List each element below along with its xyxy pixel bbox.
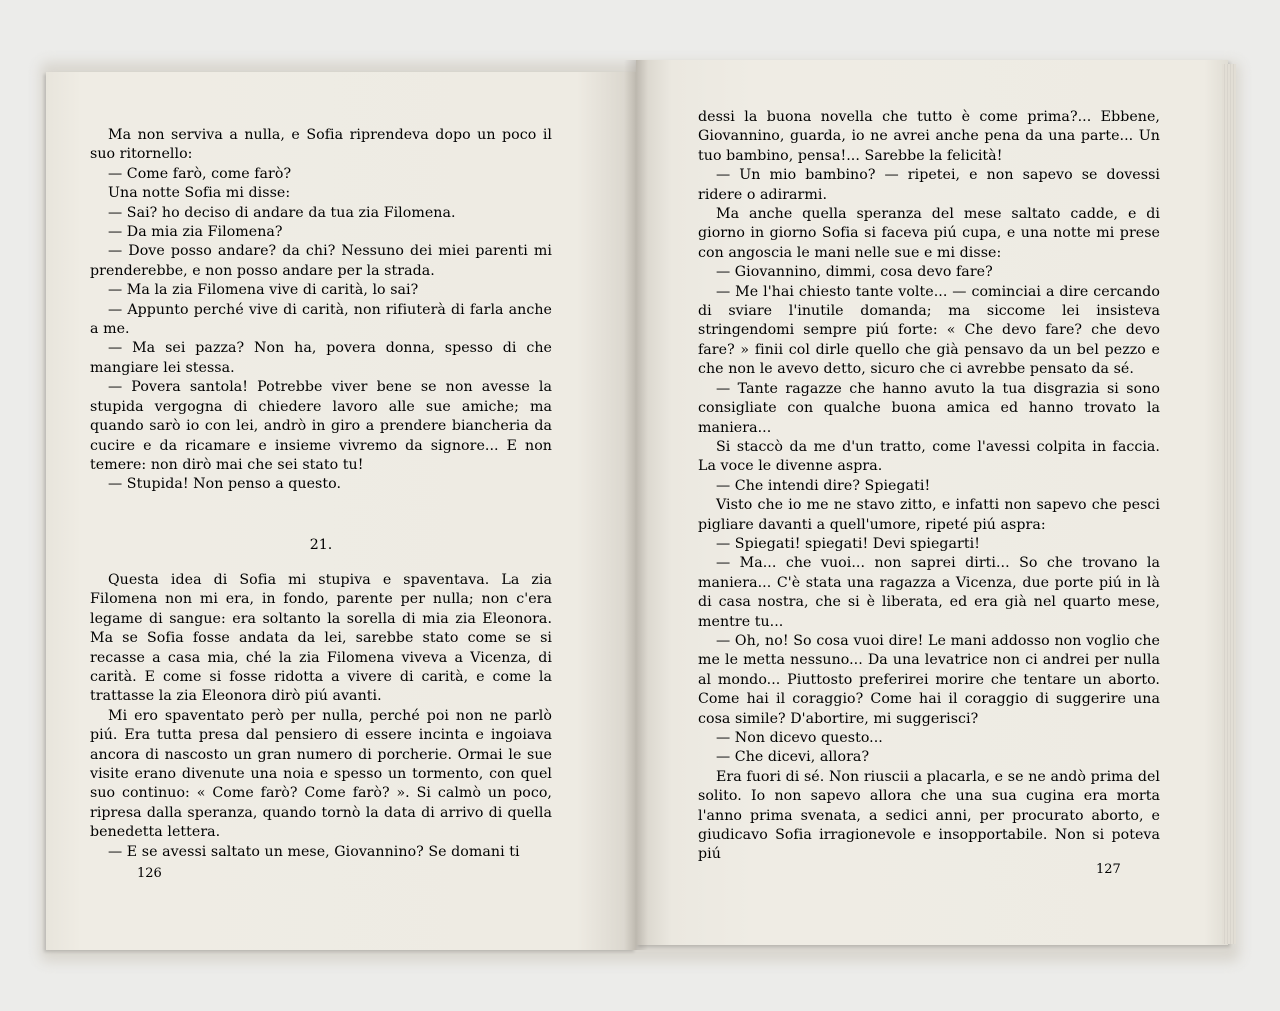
paragraph: — Tante ragazze che hanno avuto la tua disgrazia si sono consigliate con qualche buona amica ed hanno trovato la maniera... [698, 380, 1160, 436]
paragraph: — Sai? ho deciso di andare da tua zia Filomena. [108, 204, 456, 221]
paragraph: dessi la buona novella che tutto è come prima?... Ebbene, Giovannino, guarda, io ne avrei anche pena da una parte... Un tuo bambino, pensa!... Sarebbe la felicità! [698, 109, 1160, 164]
paragraph: Ma anche quella speranza del mese saltato cadde, e di giorno in giorno Sofia si faceva piú cupa, e una notte mi prese con angoscia le mani nelle sue e mi disse: [698, 206, 1160, 261]
paragraph: — Che intendi dire? Spiegati! [716, 477, 931, 494]
paragraph: — Giovannino, dimmi, cosa devo fare? [716, 264, 993, 281]
chapter-number: 21. [309, 537, 333, 553]
paragraph: — Me l'hai chiesto tante volte... — cominciai a dire cercando di sviare l'inutile domanda; ma siccome lei insisteva stringendomi sempre piú forte: « Che devo fare? che devo fare? » finii col dirle quello che già pensavo da un bel pezzo e che non le avevo detto, sicuro che ci avrebbe pensato da sé. [698, 283, 1160, 378]
paragraph: Questa idea di Sofia mi stupiva e spaventava. La zia Filomena non mi era, in fondo, parente per nulla; non c'era legame di sangue: era soltanto la sorella di mia zia Eleonora. Ma se Sofia fosse andata da lei, sarebbe stato come se si recasse a casa mia, ché la zia Filomena viveva a Vicenza, di carità. E come si fosse ridotta a vivere di carità, e come la trattasse la zia Eleonora dirò piú avanti. [90, 572, 552, 705]
paragraph: Una notte Sofia mi disse: [108, 185, 291, 202]
paragraph: — Appunto perché vive di carità, non rifiuterà di farla anche a me. [90, 301, 552, 338]
paragraph: — Come farò, come farò? [108, 165, 292, 182]
paragraph: Mi ero spaventato però per nulla, perché poi non ne parlò piú. Era tutta presa dal pensiero di essere incinta e ingoiava ancora di nascosto un gran numero di porcherie. Ormai le sue visite erano divenute una noia e spesso un tormento, con quel suo continuo: « Come farò? Come farò? ». Si calmò un poco, ripresa dalla speranza, quando tornò la data di arrivo di quella benedetta lettera. [90, 707, 552, 841]
paragraph: — Povera santola! Potrebbe viver bene se non avesse la stupida vergogna di chiedere lavoro alle sue amiche; ma quando sarò io con lei, andrò in giro a prendere biancheria da cucire e da ricamare e insieme vivremo da signore... E non temere: non dirò mai che sei stato tu! [90, 379, 552, 473]
paragraph: Era fuori di sé. Non riuscii a placarla, e se ne andò prima del solito. Io non sapevo allora che una sua cugina era morta l'anno prima svenata, a sedici anni, per procurato aborto, e giudicavo Sofia irragionevole e insopportabile. Non si poteva piú [698, 768, 1160, 863]
paragraph: — Ma sei pazza? Non ha, povera donna, spesso di che mangiare lei stessa. [90, 340, 552, 376]
page-number-right: 127 [1096, 862, 1121, 877]
page-edges [1222, 64, 1236, 944]
paragraph: — Stupida! Non penso a questo. [108, 476, 342, 493]
paragraph: — Da mia zia Filomena? [108, 224, 283, 241]
paragraph: — Ma la zia Filomena vive di carità, lo sai? [108, 282, 419, 299]
paragraph: — Ma... che vuoi... non saprei dirti... So che trovano la maniera... C'è stata una ragazza a Vicenza, due porte piú in là di casa nostra, che si è liberata, ed era già nel quarto mese, mentre tu... [698, 555, 1160, 630]
left-page-text-top [90, 126, 552, 495]
paragraph: — Che dicevi, allora? [716, 749, 870, 766]
paragraph: — E se avessi saltato un mese, Giovannino? Se domani ti [108, 843, 520, 860]
paragraph: — Un mio bambino? — ripetei, e non sapevo se dovessi ridere o adirarmi. [698, 167, 1160, 203]
paragraph: — Dove posso andare? da chi? Nessuno dei miei parenti mi prenderebbe, e non posso andare per la strada. [90, 243, 552, 279]
paragraph: Ma non serviva a nulla, e Sofia riprendeva dopo un poco il suo ritornello: [90, 127, 552, 163]
paragraph: — Oh, no! So cosa vuoi dire! Le mani addosso non voglio che me le metta nessuno... Da una levatrice non ci andrei per nulla al mondo... Piuttosto preferirei morire che tentare un aborto. Come hai il coraggio? Come hai il coraggio di suggerire una cosa simile? D'abortire, mi suggerisci? [698, 632, 1160, 727]
right-page-text [698, 108, 1160, 865]
page-number-left: 126 [137, 866, 162, 881]
book-gutter [624, 60, 648, 950]
paragraph: Visto che io me ne stavo zitto, e infatti non sapevo che pesci pigliare davanti a quell'umore, ripeté piú aspra: [698, 497, 1160, 533]
left-page-text-bottom [90, 571, 552, 862]
paragraph: — Spiegati! spiegati! Devi spiegarti! [716, 535, 980, 552]
paragraph: — Non dicevo questo... [716, 730, 883, 746]
paragraph: Si staccò da me d'un tratto, come l'avessi colpita in faccia. La voce le divenne aspra. [698, 438, 1160, 475]
